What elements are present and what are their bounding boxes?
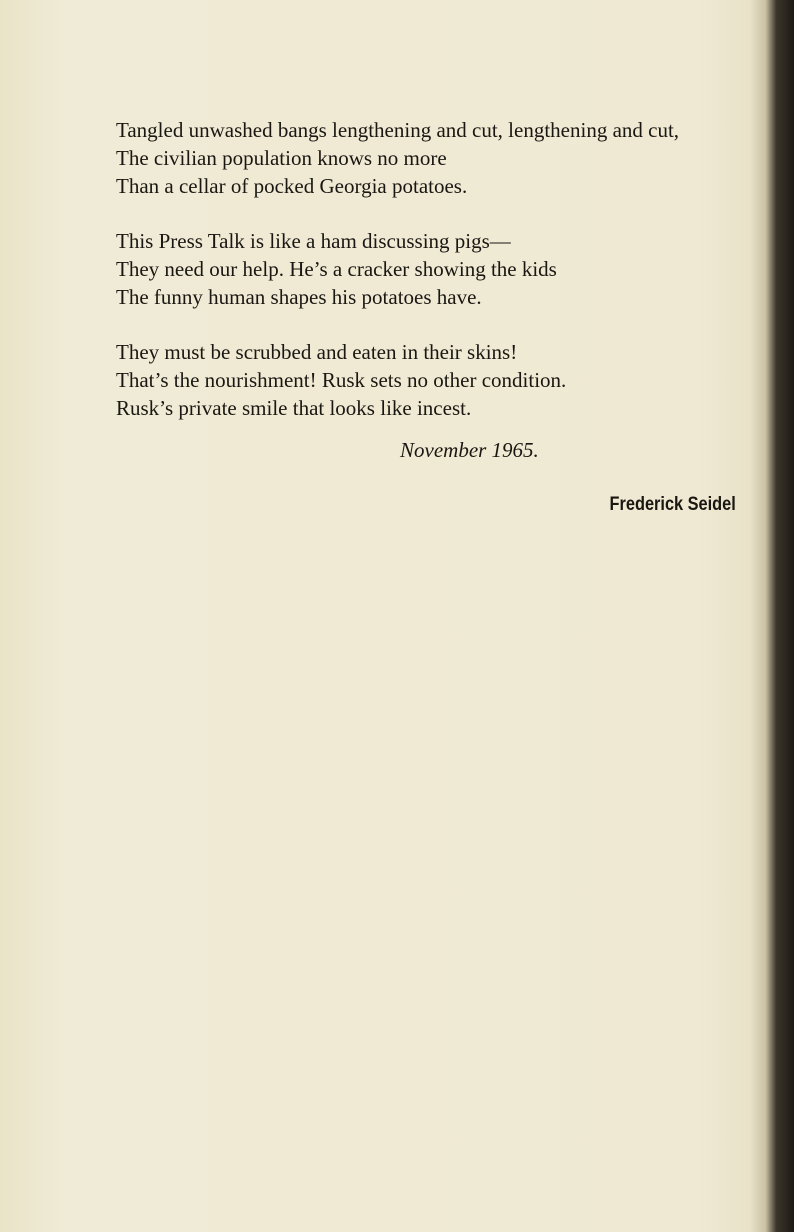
poem-line: The civilian population knows no more (116, 146, 447, 170)
poem-stanza-3 (116, 338, 756, 422)
poem-line: This Press Talk is like a ham discussing pigs— (116, 229, 511, 253)
poem-date: November 1965. (400, 438, 539, 462)
bleed-through-text (150, 578, 155, 606)
poem-line: The funny human shapes his potatoes have. (116, 285, 482, 309)
poem-line: Rusk’s private smile that looks like incest. (116, 396, 472, 420)
poem-body (116, 116, 756, 449)
poem-line: That’s the nourishment! Rusk sets no other condition. (116, 368, 567, 392)
book-binding-edge (750, 0, 794, 1232)
poem-line: They need our help. He’s a cracker showing the kids (116, 257, 557, 281)
poem-line: Than a cellar of pocked Georgia potatoes. (116, 174, 468, 198)
poem-stanza-2 (116, 227, 756, 311)
poem-author: Frederick Seidel (609, 494, 736, 515)
poem-stanza-1 (116, 116, 756, 200)
poem-line: Tangled unwashed bangs lengthening and cut, lengthening and cut, (116, 118, 680, 142)
poem-line: They must be scrubbed and eaten in their skins! (116, 340, 518, 364)
